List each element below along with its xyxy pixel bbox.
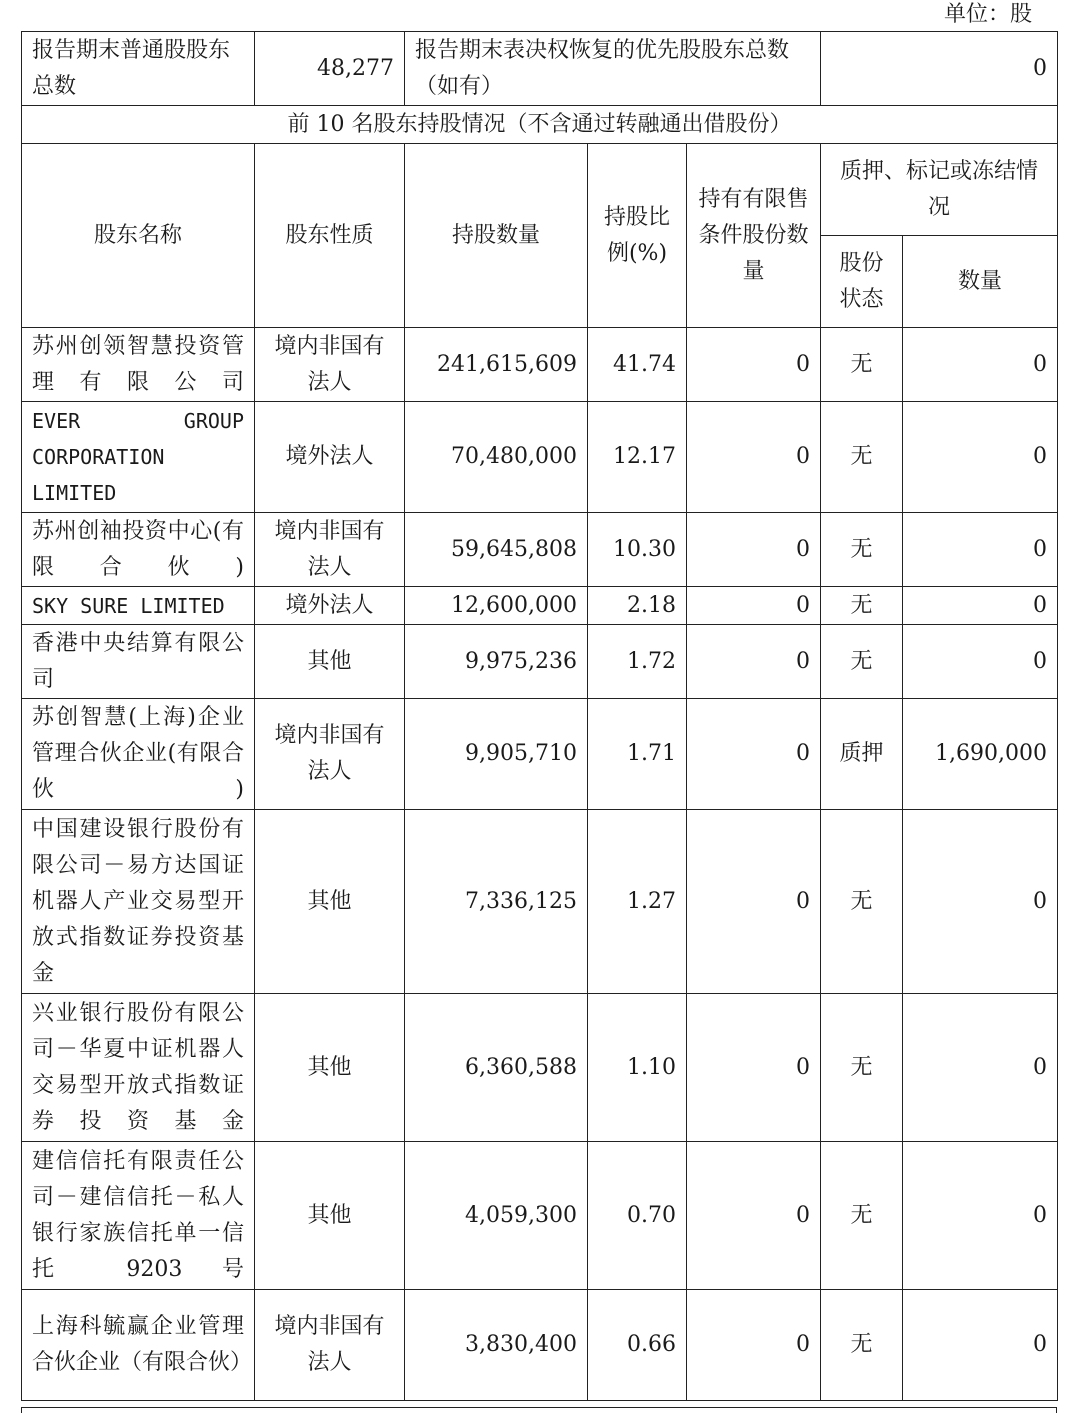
shareholder-table bbox=[21, 31, 1058, 1401]
holding-ratio: 10.30 bbox=[588, 513, 687, 587]
holder-nature: 境内非国有法人 bbox=[255, 699, 405, 810]
share-status: 无 bbox=[821, 1290, 903, 1401]
holder-nature: 其他 bbox=[255, 810, 405, 994]
header-nature: 股东性质 bbox=[255, 144, 405, 328]
shares-held: 70,480,000 bbox=[405, 402, 588, 513]
holding-ratio: 41.74 bbox=[588, 328, 687, 402]
table-row bbox=[22, 810, 1058, 994]
summary-row bbox=[22, 32, 1058, 106]
shares-held: 9,975,236 bbox=[405, 625, 588, 699]
header-restricted: 持有有限售条件股份数量 bbox=[687, 144, 821, 328]
holder-name: 苏州创领智慧投资管理有限公司 bbox=[22, 328, 255, 402]
pledged-quantity: 0 bbox=[903, 402, 1058, 513]
header-status: 股份状态 bbox=[821, 236, 903, 328]
table-row bbox=[22, 328, 1058, 402]
shareholder-rows bbox=[22, 328, 1058, 1401]
common-holders-label: 报告期末普通股股东总数 bbox=[22, 32, 255, 106]
share-status: 无 bbox=[821, 625, 903, 699]
holding-ratio: 12.17 bbox=[588, 402, 687, 513]
section-title-row bbox=[22, 106, 1058, 144]
holding-ratio: 1.27 bbox=[588, 810, 687, 994]
holder-name: 苏创智慧(上海)企业管理合伙企业(有限合伙) bbox=[22, 699, 255, 810]
shares-held: 241,615,609 bbox=[405, 328, 588, 402]
section-title: 前 10 名股东持股情况（不含通过转融通出借股份） bbox=[22, 106, 1058, 144]
restricted-shares: 0 bbox=[687, 699, 821, 810]
table-row bbox=[22, 587, 1058, 625]
shares-held: 12,600,000 bbox=[405, 587, 588, 625]
share-status: 无 bbox=[821, 810, 903, 994]
shares-held: 3,830,400 bbox=[405, 1290, 588, 1401]
shares-held: 59,645,808 bbox=[405, 513, 588, 587]
unit-label: 单位：股 bbox=[943, 2, 1032, 27]
table-row bbox=[22, 513, 1058, 587]
holder-name: SKY SURE LIMITED bbox=[22, 587, 255, 625]
holder-nature: 境外法人 bbox=[255, 402, 405, 513]
table-row bbox=[22, 402, 1058, 513]
holder-nature: 境内非国有法人 bbox=[255, 328, 405, 402]
pledged-quantity: 0 bbox=[903, 994, 1058, 1142]
pledged-quantity: 0 bbox=[903, 1142, 1058, 1290]
holder-name: 建信信托有限责任公司－建信信托－私人银行家族信托单一信托 9203 号 bbox=[22, 1142, 255, 1290]
share-status: 无 bbox=[821, 513, 903, 587]
holder-name: 兴业银行股份有限公司－华夏中证机器人交易型开放式指数证券投资基金 bbox=[22, 994, 255, 1142]
table-row bbox=[22, 699, 1058, 810]
share-status: 质押 bbox=[821, 699, 903, 810]
holder-nature: 其他 bbox=[255, 1142, 405, 1290]
table-row bbox=[22, 994, 1058, 1142]
header-pledge-group: 质押、标记或冻结情况 bbox=[821, 144, 1058, 236]
shares-held: 7,336,125 bbox=[405, 810, 588, 994]
restricted-shares: 0 bbox=[687, 625, 821, 699]
holding-ratio: 1.71 bbox=[588, 699, 687, 810]
pledged-quantity: 0 bbox=[903, 810, 1058, 994]
holder-name: 苏州创袖投资中心(有限合伙) bbox=[22, 513, 255, 587]
header-name: 股东名称 bbox=[22, 144, 255, 328]
holder-name: 香港中央结算有限公司 bbox=[22, 625, 255, 699]
holding-ratio: 1.72 bbox=[588, 625, 687, 699]
restricted-shares: 0 bbox=[687, 328, 821, 402]
restricted-shares: 0 bbox=[687, 587, 821, 625]
common-holders-value: 48,277 bbox=[255, 32, 405, 106]
share-status: 无 bbox=[821, 1142, 903, 1290]
pledged-quantity: 0 bbox=[903, 625, 1058, 699]
share-status: 无 bbox=[821, 328, 903, 402]
table-row bbox=[22, 1290, 1058, 1401]
holder-name: 上海科毓赢企业管理合伙企业（有限合伙） bbox=[22, 1290, 255, 1401]
restricted-shares: 0 bbox=[687, 994, 821, 1142]
share-status: 无 bbox=[821, 994, 903, 1142]
pledged-quantity: 0 bbox=[903, 587, 1058, 625]
header-row bbox=[22, 144, 1058, 236]
preferred-holders-value: 0 bbox=[821, 32, 1058, 106]
pledged-quantity: 0 bbox=[903, 328, 1058, 402]
share-status: 无 bbox=[821, 402, 903, 513]
holding-ratio: 0.66 bbox=[588, 1290, 687, 1401]
holding-ratio: 0.70 bbox=[588, 1142, 687, 1290]
holder-name: EVER GROUP CORPORATION LIMITED bbox=[22, 402, 255, 513]
pledged-quantity: 0 bbox=[903, 513, 1058, 587]
share-status: 无 bbox=[821, 587, 903, 625]
header-shares: 持股数量 bbox=[405, 144, 588, 328]
holder-nature: 其他 bbox=[255, 625, 405, 699]
holder-nature: 其他 bbox=[255, 994, 405, 1142]
holder-nature: 境内非国有法人 bbox=[255, 513, 405, 587]
restricted-shares: 0 bbox=[687, 402, 821, 513]
table-row bbox=[22, 625, 1058, 699]
preferred-holders-label: 报告期末表决权恢复的优先股股东总数（如有） bbox=[405, 32, 821, 106]
holder-nature: 境内非国有法人 bbox=[255, 1290, 405, 1401]
restricted-shares: 0 bbox=[687, 810, 821, 994]
shares-held: 9,905,710 bbox=[405, 699, 588, 810]
holder-name: 中国建设银行股份有限公司－易方达国证机器人产业交易型开放式指数证券投资基金 bbox=[22, 810, 255, 994]
holding-ratio: 1.10 bbox=[588, 994, 687, 1142]
shares-held: 4,059,300 bbox=[405, 1142, 588, 1290]
header-qty: 数量 bbox=[903, 236, 1058, 328]
holder-nature: 境外法人 bbox=[255, 587, 405, 625]
header-ratio: 持股比例(%) bbox=[588, 144, 687, 328]
shares-held: 6,360,588 bbox=[405, 994, 588, 1142]
next-table-edge bbox=[21, 1407, 1057, 1413]
restricted-shares: 0 bbox=[687, 513, 821, 587]
pledged-quantity: 0 bbox=[903, 1290, 1058, 1401]
restricted-shares: 0 bbox=[687, 1142, 821, 1290]
table-row bbox=[22, 1142, 1058, 1290]
holding-ratio: 2.18 bbox=[588, 587, 687, 625]
restricted-shares: 0 bbox=[687, 1290, 821, 1401]
pledged-quantity: 1,690,000 bbox=[903, 699, 1058, 810]
